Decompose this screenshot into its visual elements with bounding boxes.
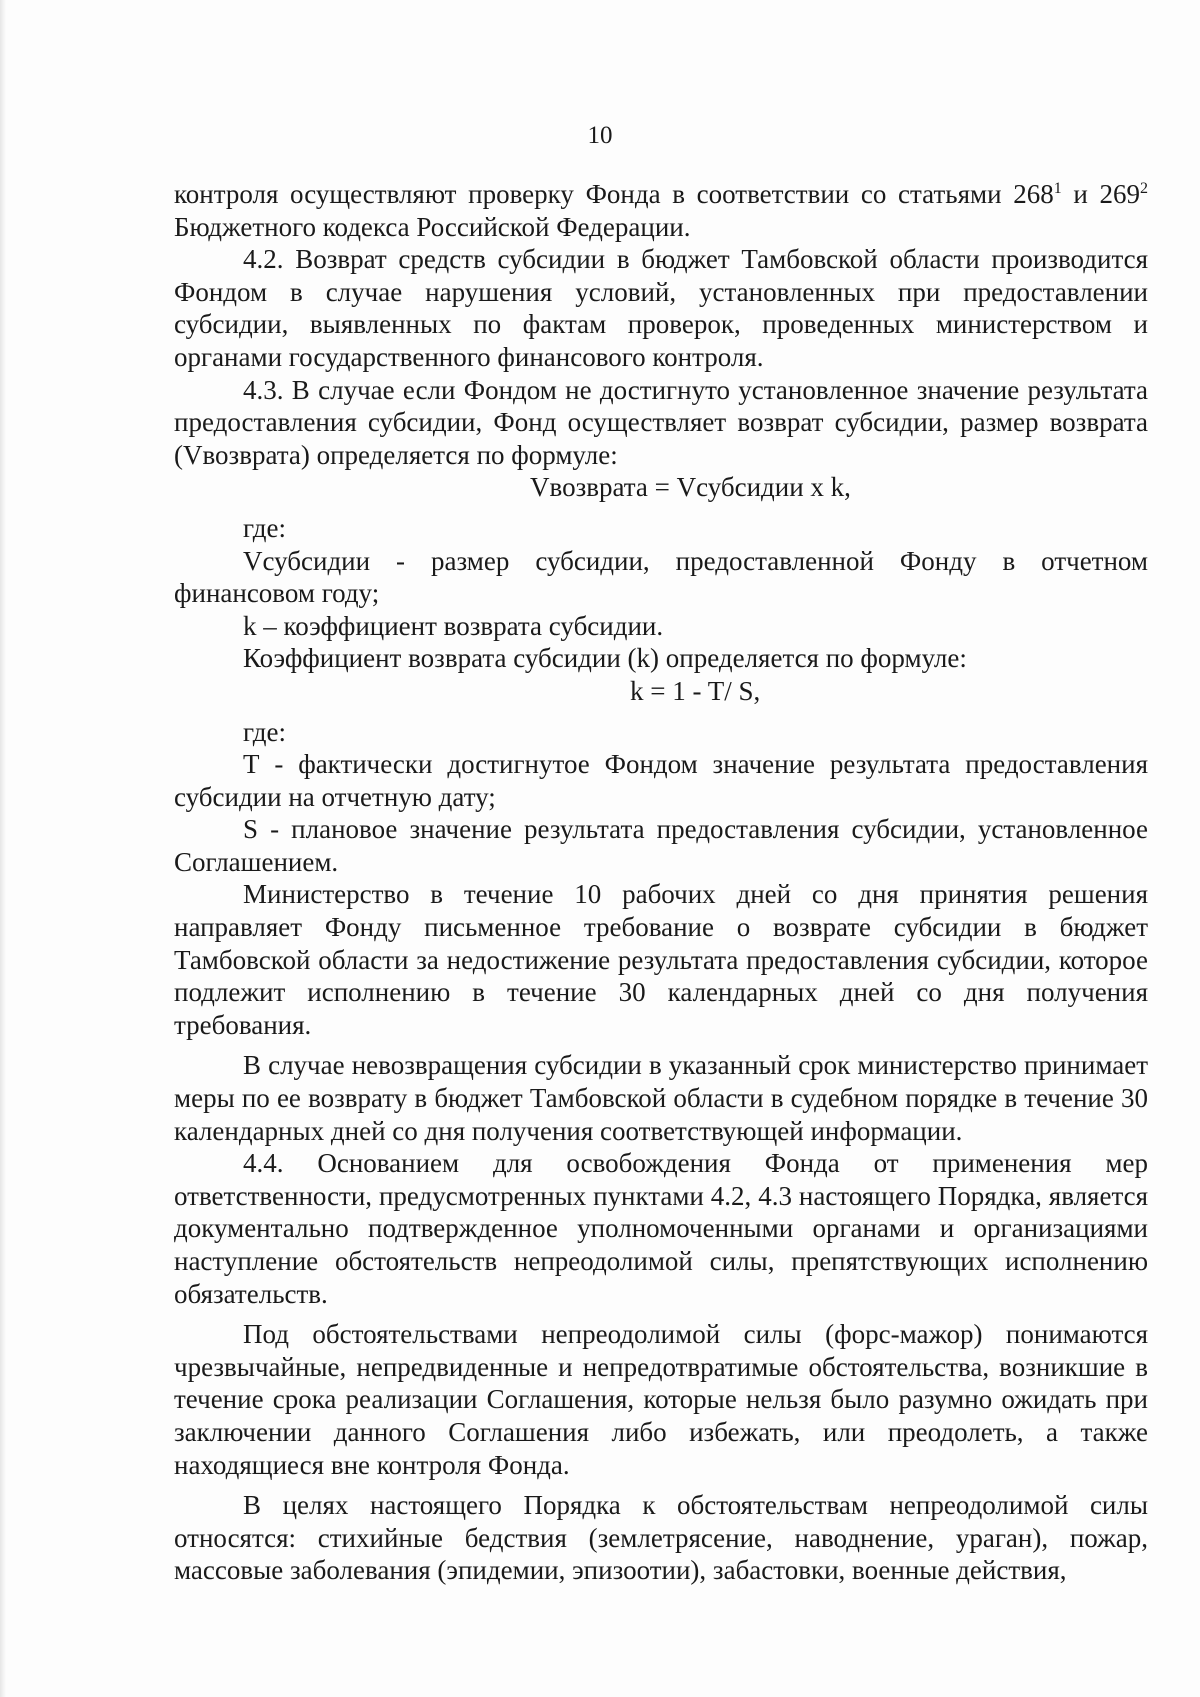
scan-edge: [0, 0, 6, 1697]
text-run: и 269: [1061, 179, 1140, 209]
coefficient-intro: Коэффициент возврата субсидии (k) определяется по формуле:: [243, 643, 967, 674]
text-run: Бюджетного кодекса Российской Федерации.: [174, 211, 691, 242]
definition-s: S - плановое значение результата предоставления субсидии, установленное Соглашением.: [174, 814, 1148, 877]
paragraph-force-majeure-cases: В целях настоящего Порядка к обстоятельствам непреодолимой силы относятся: стихийные бедствия (землетрясение, наводнение, ураган), пожар, массовые заболевания (эпидемии, эпизоотии), забастовки, военные действия,: [174, 1490, 1148, 1586]
paragraph-non-return: В случае невозвращения субсидии в указанный срок министерство принимает меры по ее возврату в бюджет Тамбовской области в судебном порядке в течение 30 календарных дней со дня получения соответствующей информации.: [174, 1050, 1148, 1146]
superscript: 2: [1140, 180, 1148, 197]
paragraph-force-majeure: Под обстоятельствами непреодолимой силы (форс-мажор) понимаются чрезвычайные, непредвиденные и непредотвратимые обстоятельства, возникшие в течение срока реализации Соглашения, которые нельзя было разумно ожидать при заключении данного Соглашения либо избежать, или преодолеть, а также находящиеся вне контроля Фонда.: [174, 1319, 1148, 1480]
formula-return-amount: Vвозврата = Vсубсидии x k,: [530, 472, 851, 503]
where-label: где:: [243, 716, 286, 747]
paragraph-4-2: 4.2. Возврат средств субсидии в бюджет Тамбовской области производится Фондом в случае нарушения условий, установленных при предоставлении субсидии, выявленных по фактам проверок, проведенных министерством и органами государственного финансового контроля.: [174, 244, 1148, 372]
where-label: где:: [243, 512, 286, 543]
document-body: [174, 178, 1148, 1587]
definition-v-subsidy: Vсубсидии - размер субсидии, предоставленной Фонду в отчетном финансовом году;: [174, 545, 1148, 609]
paragraph-control-continuation: [174, 178, 1148, 243]
paragraph-4-4: 4.4. Основанием для освобождения Фонда от применения мер ответственности, предусмотренных пунктами 4.2, 4.3 настоящего Порядка, является документально подтвержденное уполномоченными органами и организациями наступление обстоятельств непреодолимой силы, препятствующих исполнению обязательств.: [174, 1148, 1148, 1309]
text-run: контроля осуществляют проверку Фонда в соответствии со статьями 268: [174, 179, 1054, 209]
formula-coefficient: k = 1 - T/ S,: [630, 675, 761, 706]
definition-t: Т - фактически достигнутое Фондом значение результата предоставления субсидии на отчетную дату;: [174, 749, 1148, 812]
definition-k: k – коэффициент возврата субсидии.: [243, 610, 664, 641]
superscript: 1: [1053, 180, 1062, 197]
paragraph-ministry-demand: Министерство в течение 10 рабочих дней со дня принятия решения направляет Фонду письменное требование о возврате субсидии в бюджет Тамбовской области за недостижение результата предоставления субсидии, которое подлежит исполнению в течение 30 календарных дней со дня получения требования.: [174, 879, 1148, 1040]
page-number: 10: [587, 122, 613, 149]
paragraph-4-3: 4.3. В случае если Фондом не достигнуто установленное значение результата предоставления субсидии, Фонд осуществляет возврат субсидии, размер возврата (Vвозврата) определяется по формуле:: [174, 374, 1148, 470]
